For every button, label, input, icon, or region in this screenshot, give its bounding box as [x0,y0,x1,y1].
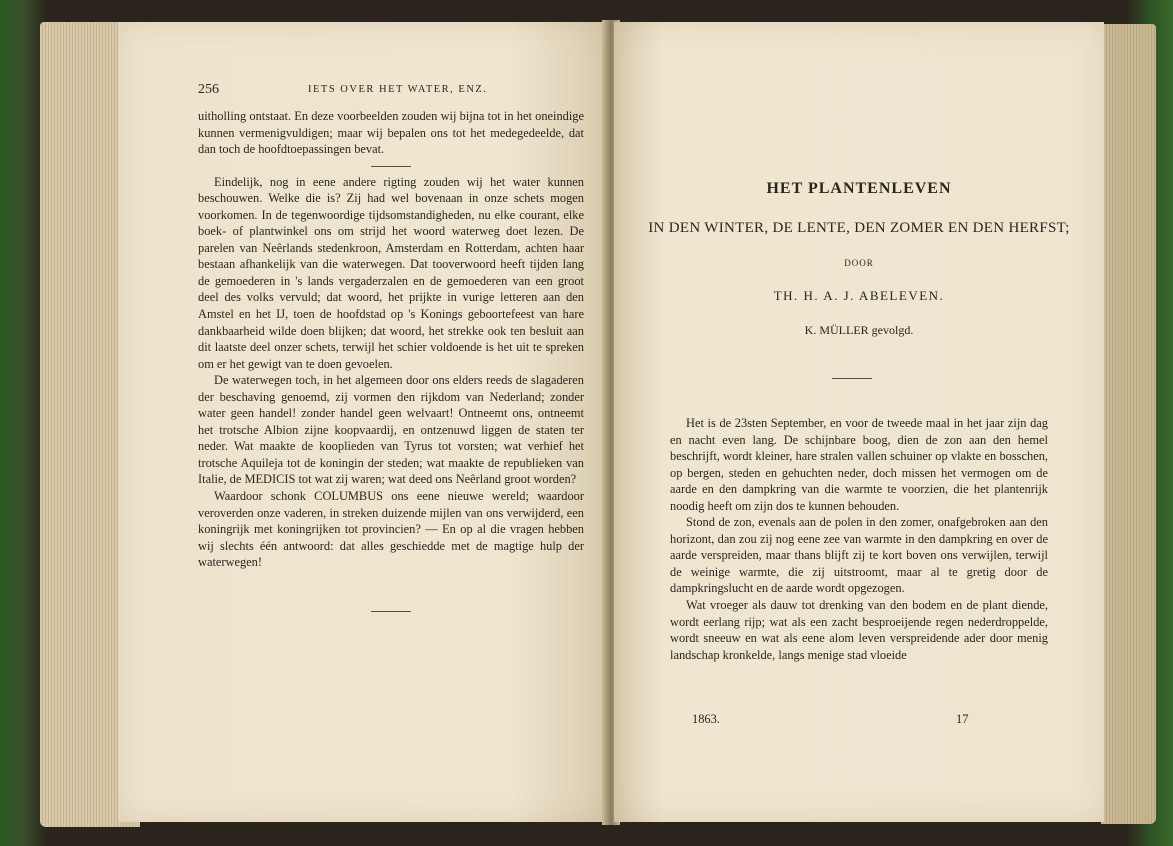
open-book [18,14,1156,836]
running-title: IETS OVER HET WATER, ENZ. [308,84,488,95]
right-page [614,22,1104,822]
article-title: HET PLANTENLEVEN [766,180,952,197]
paragraph: Waardoor schonk COLUMBUS ons eene nieuwe wereld; waardoor veroverden onze vaderen, in streken duizende mijlen van ons verwijderd, een koningrijk met koningrijken tot provincien? — En op al die vragen hebben wij slechts één antwoord: dat alles geschiedde met de magtige hulp der waterwegen! [198,489,584,570]
paragraph: Eindelijk, nog in eene andere rigting zouden wij het water kunnen beschouwen. Welke die is? Zij had wel bovenaan in onze schets mogen voorkomen. In de tegenwoordige tijdsomstandigheden, nu elke courant, elke boek- of plantwinkel ons om strijd het woord waterweg doet lezen. De parelen van Neêrlands stedenkroon, Amsterdam en Rotterdam, achten haar bestaan afhankelijk van die waterwegen. Dat tooverwoord heeft tijden lang de gemoederen in 's lands vergaderzalen en de gemoederen van een groot deel des volks vervuld; dat woord, het prijkte in vurige letteren aan den Amstel en het IJ, toen de hoofdstad op 's Konings geboortefeest van hare dankbaarheid wilde doen blijken; dat woord, het strekke ook ten besluit aan dit laatste deel onzer schets, terwijl het schier voldoende is het uit te spreken om er het gewigt van te doen gevoelen. [198,174,584,371]
signature-mark: 17 [956,712,969,726]
byline-door: DOOR [844,258,874,268]
paragraph: Stond de zon, evenals aan de polen in den zomer, onafgebroken aan den horizont, dan zou zij nog eene zee van warmte in den dampkring en over de aarde verspreiden, maar thans blijft zij te kort boven ons verwijlen, terwijl de weinige warmte, die zij uitstroomt, maar al te gretig door de dampkringslucht en de aarde wordt opgezogen. [670,515,1048,596]
right-page-body [670,415,1048,663]
paragraph: De waterwegen toch, in het algemeen door ons elders reeds de slagaderen der beschaving genoemd, zij vormen den rijkdom van Nederland; zonder water geen handel! zonder handel geen welvaart! Ontneemt ons, ontneemt het trotsche Albion zijne koopvaardij, en ontzenuwd liggen de staten ter neder. Wat maakte de kooplieden van Tyrus tot vorsten; wat verhief het trotsche Aquileja tot de koningin der steden; wat maakte de republieken van Italie, de MEDICIS tot wat zij waren; wat deed ons Neêrland groot worden? [198,373,584,487]
paragraph: uitholling ontstaat. En deze voorbeelden zouden wij bijna tot in het oneindige kunnen vermenigvuldigen; maar wij bepalen ons tot het medegedeelde, dat dan toch de hoofdtoepassingen bevat. [198,109,584,157]
source-credit: K. MÜLLER gevolgd. [804,323,914,337]
left-page-body [198,108,584,619]
paragraph: Wat vroeger als dauw tot drenking van den bodem en de plant diende, wordt eerlang rijp; wat als een zacht besproeijende regen nederdroppelde, wordt sneeuw en wat als eene alom leven verspreidende ader door menig landschap kronkelde, langs menige stad vloeide [670,598,1048,662]
paragraph: Het is de 23sten September, en voor de tweede maal in het jaar zijn dag en nacht even lang. De schijnbare boog, dien de zon aan den hemel beschrijft, wordt kleiner, hare stralen vallen schuiner op vlakte en bosschen, op bergen, steden en gehuchten neder, doch missen het vermogen om de aarde en den dampkring van die warmte te voorzien, die het plantenrijk noodig heeft om zijn dos te kunnen behouden. [670,416,1048,513]
article-subtitle: IN DEN WINTER, DE LENTE, DEN ZOMER EN DEN HERFST; [648,220,1070,236]
end-separator [371,611,411,612]
left-page-header [198,82,568,98]
footer-year: 1863. [692,712,720,726]
right-page-edges [1101,24,1156,824]
author-name: TH. H. A. J. ABELEVEN. [773,288,945,303]
title-separator [832,378,872,379]
section-separator [371,166,411,167]
left-page [118,22,608,822]
page-number: 256 [198,82,219,97]
